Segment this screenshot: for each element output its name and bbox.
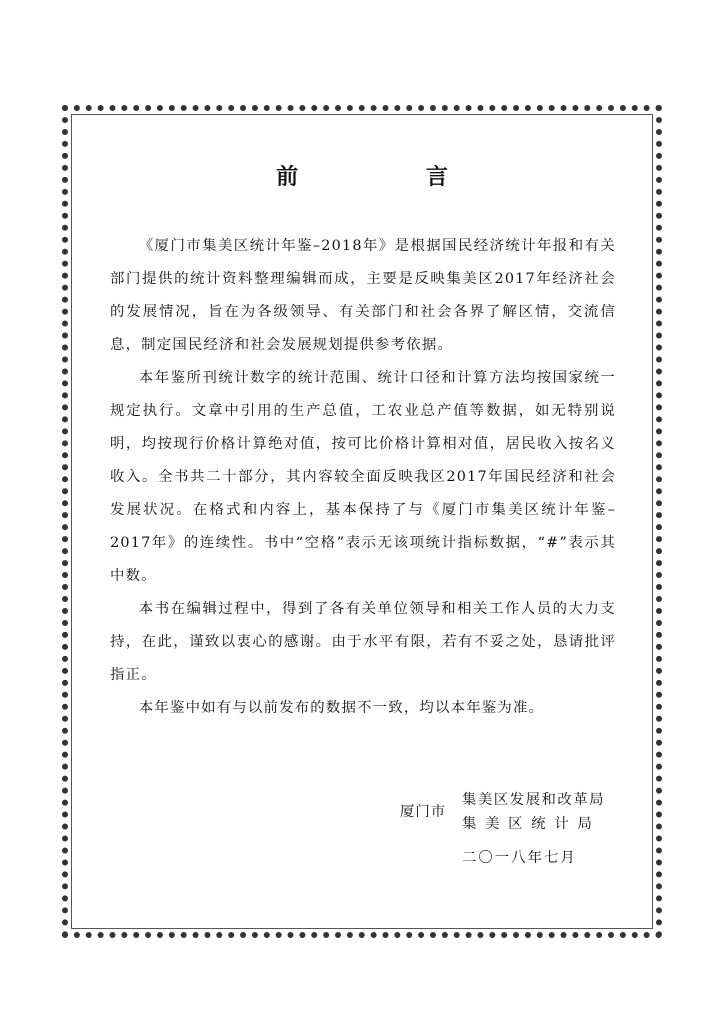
preface-body: [110, 230, 616, 725]
page-title: 前 言: [276, 164, 508, 190]
paragraph-3: 本书在编辑过程中，得到了各有关单位领导和相关工作人员的大力支持，在此，谨致以衷心的感谢。由于水平有限，若有不妥之处，恳请批评指正。: [110, 601, 616, 683]
paragraph-1: 《厦门市集美区统计年鉴–2018年》是根据国民经济统计年报和有关部门提供的统计资料整理编辑而成，主要是反映集美区2017年经济社会的发展情况，旨在为各级领导、有关部门和社会各界了解区情，交流信息，制定国民经济和社会发展规划提供参考依据。: [110, 238, 616, 353]
signature-block: [400, 788, 616, 833]
signature-org-development: 集美区发展和改革局: [462, 792, 606, 808]
paragraph-2: 本年鉴所刊统计数字的统计范围、统计口径和计算方法均按国家统一规定执行。文章中引用的生产总值，工农业总产值等数据，如无特别说明，均按现行价格计算绝对值，按可比价格计算相对值，居民收入按名义收入。全书共二十部分，其内容较全面反映我区2017年国民经济和社会发展状况。在格式和内容上，基本保持了与《厦门市集美区统计年鉴–2017年》的连续性。书中“空格”表示无该项统计指标数据，“#”表示其中数。: [110, 370, 616, 584]
signature-orgs: [462, 788, 605, 836]
paragraph-4: 本年鉴中如有与以前发布的数据不一致，均以本年鉴为准。: [138, 700, 545, 716]
signature-org-statistics: 集美区统计局: [462, 816, 601, 832]
signature-city: 厦门市: [400, 804, 447, 820]
signature-date: 二〇一八年七月: [462, 850, 577, 866]
